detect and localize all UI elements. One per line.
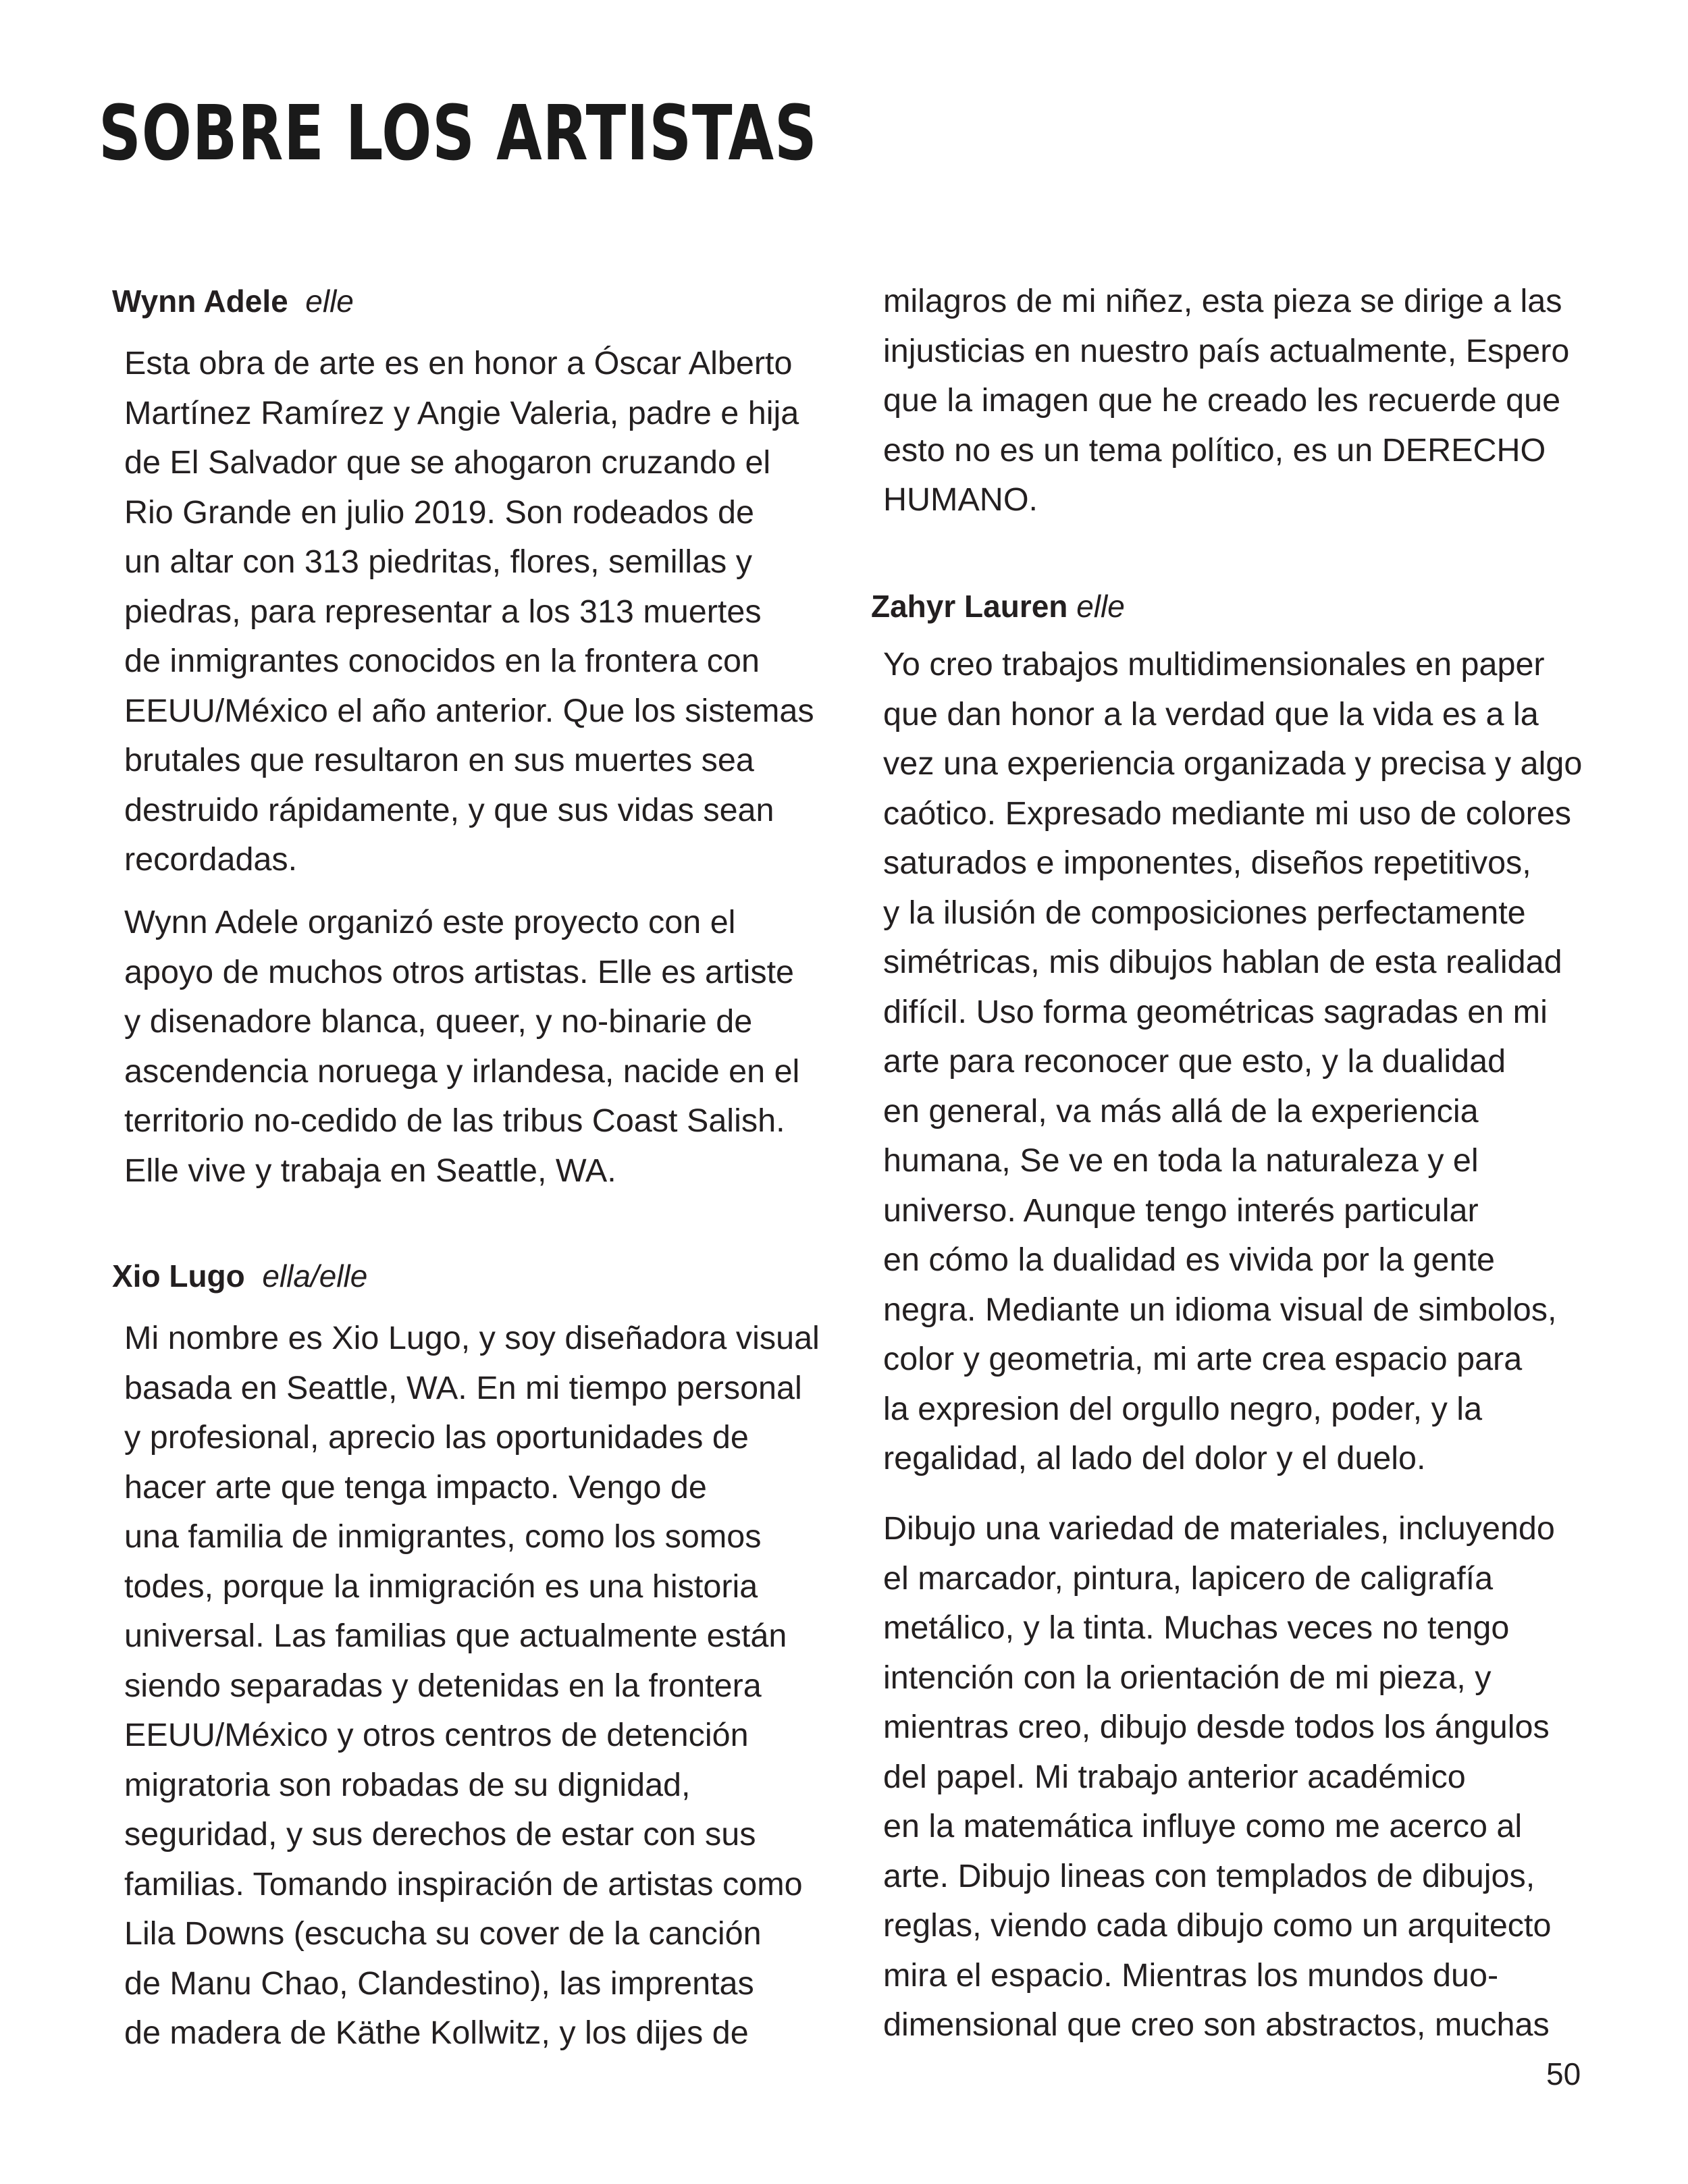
text-line: vez una experiencia organizada y precisa y algo bbox=[883, 745, 1583, 782]
text-line: en cómo la dualidad es vivida por la gente bbox=[883, 1242, 1495, 1278]
text-line: un altar con 313 piedritas, flores, semillas y bbox=[124, 543, 753, 580]
page-number: 50 bbox=[1546, 2056, 1581, 2092]
text-line: regalidad, al lado del dolor y el duelo. bbox=[883, 1440, 1426, 1476]
text-line: hacer arte que tenga impacto. Vengo de bbox=[124, 1468, 707, 1506]
text-line: Martínez Ramírez y Angie Valeria, padre e hija bbox=[124, 394, 799, 431]
artist-name: Xio Lugo bbox=[112, 1258, 245, 1294]
text-line: y profesional, aprecio las oportunidades de bbox=[124, 1419, 749, 1456]
text-line: familias. Tomando inspiración de artistas como bbox=[124, 1865, 803, 1902]
text-line: de madera de Käthe Kollwitz, y los dijes de bbox=[124, 2015, 749, 2051]
text-line: Mi nombre es Xio Lugo, y soy diseñadora visual bbox=[124, 1320, 820, 1356]
text-line: siendo separadas y detenidas en la frontera bbox=[124, 1667, 762, 1704]
artist-pronoun: ella/elle bbox=[262, 1258, 368, 1294]
text-line: universo. Aunque tengo interés particular bbox=[883, 1192, 1479, 1229]
text-line: arte. Dibujo lineas con templados de dibujos, bbox=[883, 1857, 1535, 1894]
text-line: metálico, y la tinta. Muchas veces no tengo bbox=[883, 1609, 1510, 1646]
text-line: negra. Mediante un idioma visual de simbolos, bbox=[883, 1291, 1557, 1328]
text-line: arte para reconocer que esto, y la dualidad bbox=[883, 1043, 1506, 1080]
text-line: y disenadore blanca, queer, y no-binarie de bbox=[124, 1003, 753, 1040]
text-line: caótico. Expresado mediante mi uso de colores bbox=[883, 795, 1572, 832]
text-line: que dan honor a la verdad que la vida es a la bbox=[883, 695, 1539, 733]
zahyr-lauren-paragraph-1 bbox=[883, 640, 1582, 1484]
xio-lugo-paragraph-1-continued bbox=[883, 277, 1569, 525]
text-line: ascendencia noruega y irlandesa, nacide en el bbox=[124, 1053, 800, 1090]
text-line: seguridad, y sus derechos de estar con sus bbox=[124, 1816, 756, 1853]
text-line: y la ilusión de composiciones perfectamente bbox=[883, 894, 1526, 931]
text-line: el marcador, pintura, lapicero de caligrafía bbox=[883, 1560, 1494, 1597]
text-line: apoyo de muchos otros artistas. Elle es artiste bbox=[124, 953, 795, 990]
text-line: EEUU/México el año anterior. Que los sistemas bbox=[124, 692, 814, 729]
text-line: humana, Se ve en toda la naturaleza y el bbox=[883, 1142, 1479, 1179]
text-line: universal. Las familias que actualmente están bbox=[124, 1618, 787, 1654]
text-line: intención con la orientación de mi pieza, y bbox=[883, 1659, 1492, 1696]
text-line: una familia de inmigrantes, como los somos bbox=[124, 1518, 762, 1555]
text-line: destruido rápidamente, y que sus vidas sean bbox=[124, 791, 774, 828]
wynn-adele-paragraph-1 bbox=[124, 339, 814, 885]
artist-pronoun: elle bbox=[1076, 589, 1125, 624]
text-line: recordadas. bbox=[124, 841, 298, 878]
wynn-adele-paragraph-2 bbox=[124, 898, 799, 1196]
text-line: todes, porque la inmigración es una historia bbox=[124, 1568, 758, 1605]
text-line: piedras, para representar a los 313 muertes bbox=[124, 593, 762, 630]
page-title: SOBRE LOS ARTISTAS bbox=[99, 90, 818, 178]
text-line: injusticias en nuestro país actualmente, Espero bbox=[883, 332, 1570, 369]
text-line: simétricas, mis dibujos hablan de esta realidad bbox=[883, 944, 1562, 980]
text-line: reglas, viendo cada dibujo como un arquitecto bbox=[883, 1907, 1552, 1944]
text-line: Yo creo trabajos multidimensionales en paper bbox=[883, 646, 1545, 683]
text-line: Elle vive y trabaja en Seattle, WA. bbox=[124, 1152, 616, 1189]
text-line: la expresion del orgullo negro, poder, y la bbox=[883, 1390, 1483, 1427]
text-line: Wynn Adele organizó este proyecto con el bbox=[124, 904, 736, 940]
text-line: milagros de mi niñez, esta pieza se dirige a las bbox=[883, 283, 1562, 319]
artist-heading-zahyr-lauren bbox=[871, 586, 1125, 627]
text-line: del papel. Mi trabajo anterior académico bbox=[883, 1758, 1466, 1795]
text-line: migratoria son robadas de su dignidad, bbox=[124, 1766, 691, 1803]
text-line: mira el espacio. Mientras los mundos duo- bbox=[883, 1956, 1499, 1994]
artist-heading-wynn-adele bbox=[112, 281, 354, 321]
text-line: basada en Seattle, WA. En mi tiempo personal bbox=[124, 1369, 802, 1406]
text-line: difícil. Uso forma geométricas sagradas en mi bbox=[883, 993, 1548, 1030]
text-line: en la matemática influye como me acerco al bbox=[883, 1808, 1523, 1844]
text-line: Lila Downs (escucha su cover de la canción bbox=[124, 1915, 762, 1952]
text-line: color y geometria, mi arte crea espacio para bbox=[883, 1341, 1523, 1377]
text-line: Dibujo una variedad de materiales, incluyendo bbox=[883, 1510, 1555, 1547]
text-line: EEUU/México y otros centros de detención bbox=[124, 1717, 749, 1753]
text-line: Rio Grande en julio 2019. Son rodeados de bbox=[124, 494, 754, 531]
artist-pronoun: elle bbox=[305, 284, 354, 319]
text-line: Esta obra de arte es en honor a Óscar Alberto bbox=[124, 345, 793, 381]
text-line: territorio no-cedido de las tribus Coast Salish. bbox=[124, 1102, 785, 1139]
artist-heading-xio-lugo bbox=[112, 1256, 367, 1296]
xio-lugo-paragraph-1 bbox=[124, 1314, 820, 2058]
text-line: de Manu Chao, Clandestino), las imprentas bbox=[124, 1965, 754, 2002]
zahyr-lauren-paragraph-2 bbox=[883, 1504, 1555, 2050]
text-line: de inmigrantes conocidos en la frontera con bbox=[124, 643, 760, 679]
artist-name: Zahyr Lauren bbox=[871, 589, 1068, 624]
text-line: HUMANO. bbox=[883, 481, 1038, 518]
artist-name: Wynn Adele bbox=[112, 284, 288, 319]
text-line: en general, va más allá de la experiencia bbox=[883, 1092, 1479, 1129]
text-line: dimensional que creo son abstractos, muchas bbox=[883, 2006, 1550, 2043]
text-line: saturados e imponentes, diseños repetitivos, bbox=[883, 845, 1531, 881]
text-line: esto no es un tema político, es un DERECHO bbox=[883, 431, 1546, 469]
text-line: brutales que resultaron en sus muertes sea bbox=[124, 742, 754, 778]
text-line: de El Salvador que se ahogaron cruzando el bbox=[124, 444, 771, 481]
text-line: mientras creo, dibujo desde todos los ángulos bbox=[883, 1709, 1550, 1745]
text-line: que la imagen que he creado les recuerde que bbox=[883, 382, 1561, 419]
